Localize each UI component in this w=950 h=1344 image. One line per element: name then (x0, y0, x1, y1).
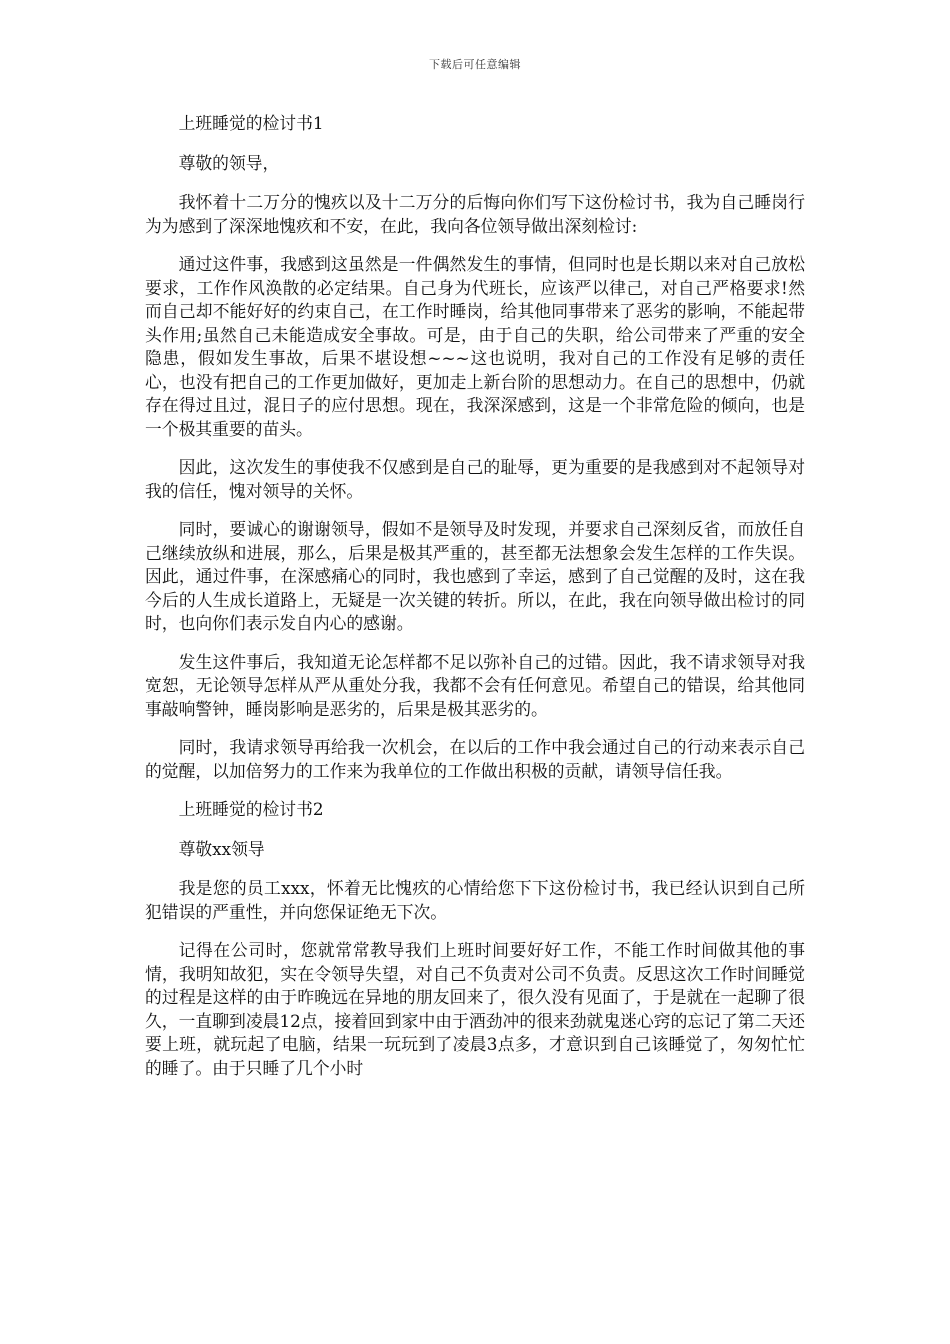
section-title-2: 上班睡觉的检讨书2 (178, 799, 324, 819)
header-note: 下载后可任意编辑 (429, 58, 521, 71)
document-body (145, 112, 805, 1095)
body-paragraph: 同时，要诚心的谢谢领导，假如不是领导及时发现，并要求自己深刻反省，而放任自己继续放纵和进展，那么，后果是极其严重的，甚至都无法想象会发生怎样的工作失误。因此，通过件事，在深感痛心的同时，我也感到了幸运，感到了自己觉醒的及时，这在我今后的人生成长道路上，无疑是一次关键的转折。所以，在此，我在向领导做出检讨的同时，也向你们表示发自内心的感谢。 (145, 519, 805, 633)
salutation-1: 尊敬的领导， (178, 152, 280, 173)
body-paragraph: 通过这件事，我感到这虽然是一件偶然发生的事情，但同时也是长期以来对自己放松要求，工作作风涣散的必定结果。自己身为代班长，应该严以律己，对自己严格要求!然而自己却不能好好的约束自己，在工作时睡岗，给其他同事带来了恶劣的影响，不能起带头作用;虽然自己未能造成安全事故。可是，由于自己的失职，给公司带来了严重的安全隐患，假如发生事故，后果不堪设想~~~这也说明，我对自己的工作没有足够的责任心，也没有把自己的工作更加做好，更加走上新台阶的思想动力。在自己的思想中，仍就存在得过且过，混日子的应付思想。现在，我深深感到，这是一个非常危险的倾向，也是一个极其重要的苗头。 (145, 254, 805, 439)
section-title-1: 上班睡觉的检讨书1 (178, 113, 324, 133)
body-paragraph: 我怀着十二万分的愧疚以及十二万分的后悔向你们写下这份检讨书，我为自己睡岗行为为感到了深深地愧疚和不安，在此，我向各位领导做出深刻检讨: (145, 192, 805, 236)
salutation-2: 尊敬xx领导 (178, 838, 265, 859)
body-paragraph: 发生这件事后，我知道无论怎样都不足以弥补自己的过错。因此，我不请求领导对我宽恕，无论领导怎样从严从重处分我，我都不会有任何意见。希望自己的错误，给其他同事敲响警钟，睡岗影响是恶劣的，后果是极其恶劣的。 (145, 651, 805, 719)
body-paragraph: 因此，这次发生的事使我不仅感到是自己的耻辱，更为重要的是我感到对不起领导对我的信任，愧对领导的关怀。 (145, 457, 805, 501)
body-paragraph: 我是您的员工xxx，怀着无比愧疚的心情给您下下这份检讨书，我已经认识到自己所犯错误的严重性，并向您保证绝无下次。 (145, 878, 805, 922)
body-paragraph: 记得在公司时，您就常常教导我们上班时间要好好工作，不能工作时间做其他的事情，我明知故犯，实在令领导失望，对自己不负责对公司不负责。反思这次工作时间睡觉的过程是这样的由于昨晚远在异地的朋友回来了，很久没有见面了，于是就在一起聊了很久，一直聊到凌晨12点，接着回到家中由于酒劲冲的很来劲就鬼迷心窍的忘记了第二天还要上班，就玩起了电脑，结果一玩玩到了凌晨3点多，才意识到自己该睡觉了，匆匆忙忙的睡了。由于只睡了几个小时 (145, 940, 805, 1078)
body-paragraph: 同时，我请求领导再给我一次机会，在以后的工作中我会通过自己的行动来表示自己的觉醒，以加倍努力的工作来为我单位的工作做出积极的贡献，请领导信任我。 (145, 737, 805, 781)
